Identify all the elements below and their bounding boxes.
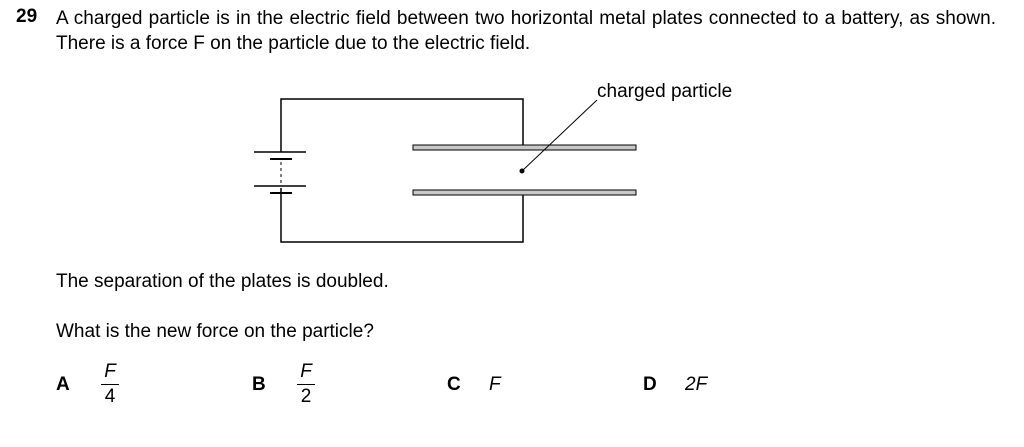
option-a-fraction-bar [101,384,119,385]
option-a-fraction[interactable] [98,361,122,408]
prompt-text: What is the new force on the particle? [56,321,374,342]
option-a-letter[interactable]: A [56,374,70,395]
option-b-fraction-bar [297,384,315,385]
top-wire [281,99,523,152]
upper-metal-plate [413,145,636,150]
particle-label: charged particle [597,81,733,102]
option-a-numerator: F [104,361,116,382]
option-c-letter[interactable]: C [447,374,461,395]
option-b-denominator: 2 [300,386,312,407]
statement-text: The separation of the plates is doubled. [56,271,389,292]
question-text-line2: battery, as shown. There is a force F on the particle due to the electric field. [56,8,997,54]
option-d-value[interactable]: 2F [685,374,708,395]
circuit-wires [281,99,523,242]
option-b-letter[interactable]: B [252,374,266,395]
charged-particle-dot [520,169,525,174]
option-b-numerator: F [300,361,312,382]
option-c-value[interactable]: F [489,374,501,395]
option-b-fraction[interactable] [294,361,318,408]
question-number: 29 [16,6,38,27]
battery-icon [254,152,306,193]
option-d-letter[interactable]: D [643,374,657,395]
particle-leader-line [522,100,597,171]
bottom-wire [281,188,523,242]
option-a-denominator: 4 [104,386,116,407]
lower-metal-plate [413,190,636,195]
question-text-line1: A charged particle is in the electric field between two horizontal metal plates connected to a [56,8,836,29]
